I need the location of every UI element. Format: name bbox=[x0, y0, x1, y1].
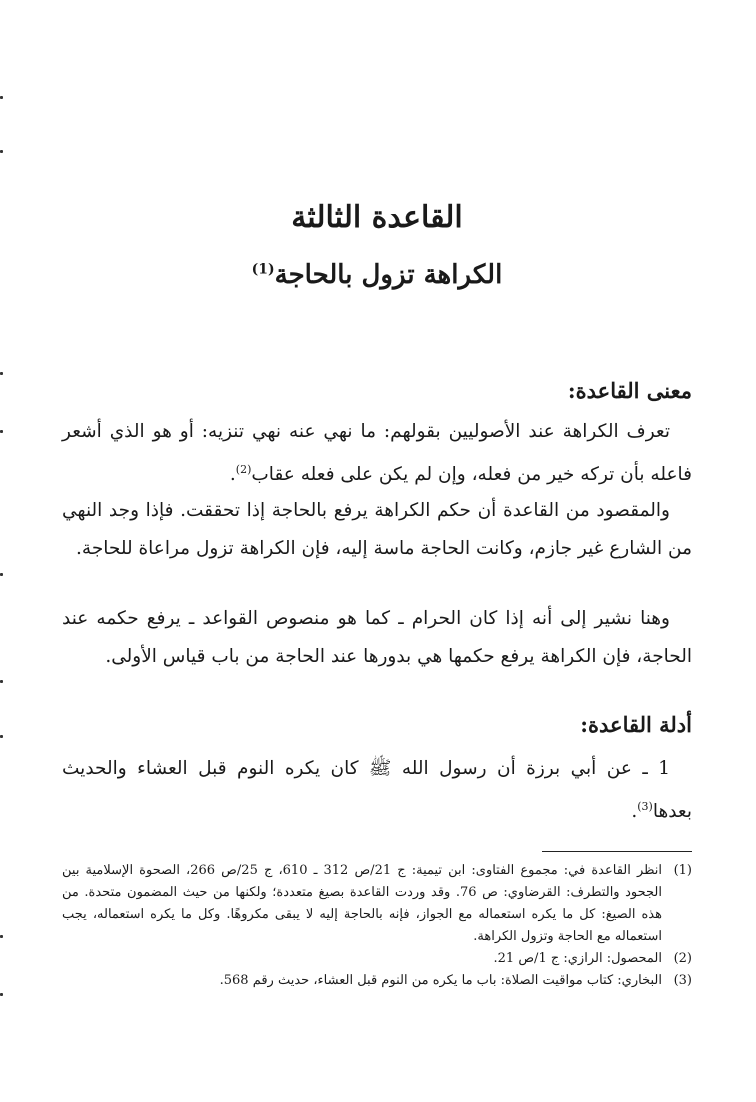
footnote-number: (2) bbox=[673, 951, 692, 966]
scan-mark bbox=[0, 150, 3, 153]
footnote-2 bbox=[62, 948, 692, 970]
paragraph-analogy-text: وهنا نشير إلى أنه إذا كان الحرام ـ كما هو منصوص القواعد ـ يرفع حكمه عند الحاجة، فإن الكراهة يرفع حكمها هي بدورها عند الحاجة من باب قياس الأولى. bbox=[62, 608, 692, 667]
paragraph-definition-end: . bbox=[229, 464, 236, 486]
footnote-divider bbox=[542, 851, 692, 852]
section-heading-meaning: معنى القاعدة: bbox=[567, 378, 692, 403]
paragraph-purpose-text: والمقصود من القاعدة أن حكم الكراهة يرفع بالحاجة إذا تحققت. فإذا وجد النهي من الشارع غير جازم، وكانت الحاجة ماسة إليه، فإن الكراهة تزول مراعاة للحاجة. bbox=[62, 500, 692, 559]
footnote-ref-3[interactable]: (3) bbox=[637, 800, 653, 813]
footnotes bbox=[62, 860, 692, 992]
paragraph-definition-text: تعرف الكراهة عند الأصوليين بقولهم: ما نهي عنه نهي تنزيه: أو هو الذي أشعر فاعله بأن تركه خير من فعله، وإن لم يكن على فعله عقاب bbox=[62, 421, 692, 486]
footnote-text: المحصول: الرازي: ج 1/ص 21. bbox=[493, 951, 662, 966]
footnote-1 bbox=[62, 860, 692, 948]
paragraph-definition bbox=[62, 413, 692, 494]
paragraph-evidence-1-end: . bbox=[631, 801, 638, 823]
paragraph-purpose bbox=[62, 492, 692, 568]
paragraph-analogy bbox=[62, 600, 692, 676]
scan-mark bbox=[0, 735, 3, 738]
scan-mark bbox=[0, 935, 3, 938]
footnote-3 bbox=[62, 970, 692, 992]
scan-mark bbox=[0, 573, 3, 576]
footnote-text: البخاري: كتاب مواقيت الصلاة: باب ما يكره من النوم قبل العشاء، حديث رقم 568. bbox=[219, 973, 662, 988]
chapter-title: القاعدة الثالثة bbox=[291, 200, 463, 235]
footnote-text: انظر القاعدة في: مجموع الفتاوى: ابن تيمية: ج 21/ص 312 ـ 610، ج 25/ص 266، الصحوة الإسلامية بين الجحود والتطرف: القرضاوي: ص 76. وقد وردت القاعدة بصيغ متعددة؛ ولكنها من حيث المضمون متحدة. من هذه الصيغ: كل ما يكره استعماله مع الجواز، فإنه بالحاجة إليه لا يبقى مكروهًا. وكل ما يكره استعماله، يجب استعماله مع الحاجة وتزول الكراهة. bbox=[62, 863, 663, 944]
footnote-number: (3) bbox=[673, 973, 692, 988]
scan-mark bbox=[0, 96, 3, 99]
paragraph-evidence-1-text: 1 ـ عن أبي برزة أن رسول الله ﷺ كان يكره النوم قبل العشاء والحديث بعدها bbox=[62, 758, 692, 823]
book-page bbox=[62, 0, 692, 1102]
footnote-number: (1) bbox=[673, 863, 692, 878]
paragraph-evidence-1 bbox=[62, 750, 692, 831]
scan-mark bbox=[0, 372, 3, 375]
scan-mark bbox=[0, 430, 3, 433]
chapter-subtitle-text: الكراهة تزول بالحاجة bbox=[274, 260, 503, 290]
footnote-ref-2[interactable]: (2) bbox=[235, 463, 252, 476]
scan-mark bbox=[0, 993, 3, 996]
footnote-ref-1[interactable]: (1) bbox=[251, 261, 275, 278]
chapter-subtitle bbox=[62, 260, 692, 290]
scan-mark bbox=[0, 680, 3, 683]
section-heading-evidence: أدلة القاعدة: bbox=[580, 712, 692, 737]
